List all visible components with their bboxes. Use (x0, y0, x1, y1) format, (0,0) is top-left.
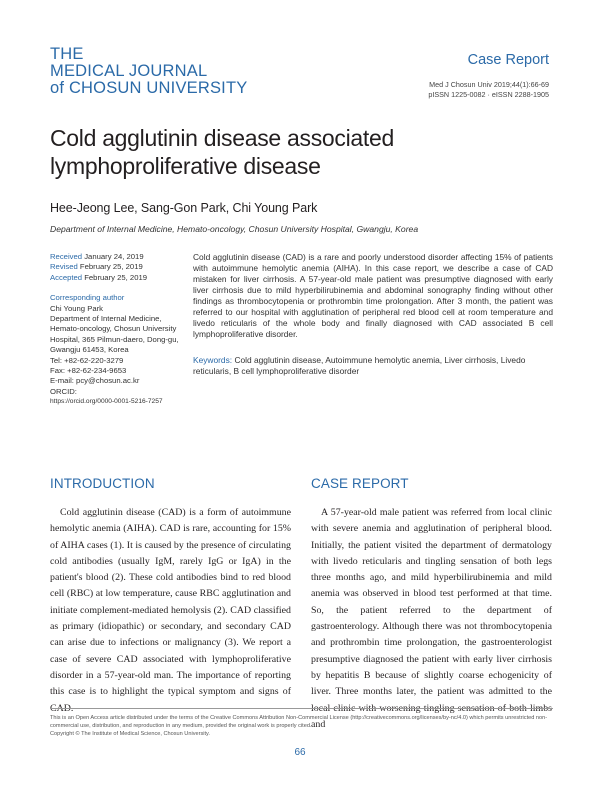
received-value: January 24, 2019 (84, 252, 144, 261)
accepted-value: February 25, 2019 (84, 272, 148, 282)
copyright-text: Copyright © The Institute of Medical Science, Chosun University. (50, 731, 210, 737)
corresponding-author-email[interactable]: E-mail: pcy@chosun.ac.kr (50, 376, 140, 386)
journal-logo-line1: THE (50, 45, 84, 63)
orcid-link[interactable]: https://orcid.org/0000-0001-5216-7257 (50, 398, 163, 406)
keywords (193, 355, 553, 377)
article-title: Cold agglutinin disease associated lymphoproliferative disease (50, 125, 394, 179)
accepted-label: Accepted (50, 272, 83, 282)
affiliation: Department of Internal Medicine, Hemato-oncology, Chosun University Hospital, Gwangju, Korea (50, 224, 419, 234)
case-report-column (311, 505, 552, 733)
introduction-column (50, 505, 291, 717)
issn-line: pISSN 1225-0082 · eISSN 2288-1905 (428, 89, 549, 99)
introduction-paragraph: Cold agglutinin disease (CAD) is a form of autoimmune hemolytic anemia (AIHA). CAD is rare, accounting for 15% of AIHA cases (1). It is caused by the presence of circulating cold antibodies (usually IgM, rarely IgG or IgA) in the patient's blood (2). These cold antibodies bind to red blood cell (RBC) at low temperature, cause RBC agglutination and initiate complement-mediated hemolysis (2). CAD classified as primary (idiopathic) or secondary, and secondary CAD can arise due to infections or malignancy (3). We report a case of severe CAD associated with lymphoproliferative disorder in a 57-year-old man. The importance of reporting this case is to highlight the typical symptom and signs of CAD. (50, 507, 291, 714)
journal-logo (50, 46, 247, 97)
license-footnote (50, 714, 553, 738)
case-report-paragraph: A 57-year-old male patient was referred from local clinic with severe anemia and agglutination of peripheral blood. Initially, the patient visited the department of dermatology with livedo reticularis and tingling sensation of both legs three months ago, and mild hyperbilirubinemia and mild anemia was observed in blood test performed at that time. So, the patient referred to the department of gastroenterology. Although there was not thrombocytopenia and prothrombin time prolongation, the gastroenterologist presumptive diagnosed the patient with early liver cirrhosis by hepatitis B because of slightly coarse echogenicity of liver. Three months later, the patient was admitted to the local clinic with worsening tingling sensation of both limbs and (311, 507, 552, 730)
orcid-label: ORCID: (50, 386, 77, 396)
received-label: Received (50, 252, 83, 261)
accepted-date (50, 273, 185, 283)
citation-block (428, 80, 549, 99)
keywords-label: Keywords: (193, 355, 233, 365)
footnote-divider (50, 708, 553, 709)
license-text: This is an Open Access article distributed under the terms of the Creative Commons Attribution Non-Commercial License (http://creativecommons.org/licenses/by-nc/4.0) which permits unrestricted non-commercial use, distribution, and reproduction in any medium, provided the original work is properly cited. (50, 715, 548, 729)
abstract: Cold agglutinin disease (CAD) is a rare and poorly understood disorder affecting 15% of patients with autoimmune hemolytic anemia (AIHA). In this case report, we describe a case of CAD mistaken for liver cirrhosis. A 57-year-old male patient was presumptive diagnosed with early liver cirrhosis due to mild hyperbilirubinemia and abdominal sonography finding without other findings as thrombocytopenia or prothrombin time prolongation. After 3 month, the patient was referred to our hospital with agglutination of peripheral red blood cell at room temperature and livedo reticularis of the whole body and finally diagnosed with CAD associated B cell lymphoproliferative disorder. (193, 252, 553, 339)
corresponding-author-name: Chi Young Park (50, 303, 103, 313)
revised-label: Revised (50, 262, 78, 272)
corresponding-author-fax: Fax: +82-62-234-9653 (50, 366, 127, 376)
corresponding-author-tel: Tel: +82-62-220-3279 (50, 355, 124, 365)
journal-logo-line3: of CHOSUN UNIVERSITY (50, 79, 248, 97)
page-number: 66 (294, 747, 306, 758)
corresponding-author-address: Department of Internal Medicine, Hemato-oncology, Chosun University Hospital, 365 Pilmun-daero, Dong-gu, Gwangju 61453, Korea (50, 314, 179, 355)
journal-logo-line2: MEDICAL JOURNAL (50, 62, 208, 80)
article-type: Case Report (467, 52, 549, 68)
revised-value: February 25, 2019 (79, 262, 143, 272)
author-list: Hee-Jeong Lee, Sang-Gon Park, Chi Young Park (50, 201, 318, 215)
corresponding-author-heading: Corresponding author (50, 293, 125, 303)
revised-date (50, 262, 185, 272)
case-report-heading: CASE REPORT (311, 476, 409, 491)
keywords-text: Cold agglutinin disease, Autoimmune hemolytic anemia, Liver cirrhosis, Livedo reticularis, B cell lymphoproliferative disorder (193, 355, 526, 376)
article-info-sidebar (50, 252, 185, 408)
introduction-heading: INTRODUCTION (50, 476, 155, 491)
citation-line: Med J Chosun Univ 2019;44(1):66-69 (429, 80, 549, 89)
received-date (50, 252, 185, 262)
